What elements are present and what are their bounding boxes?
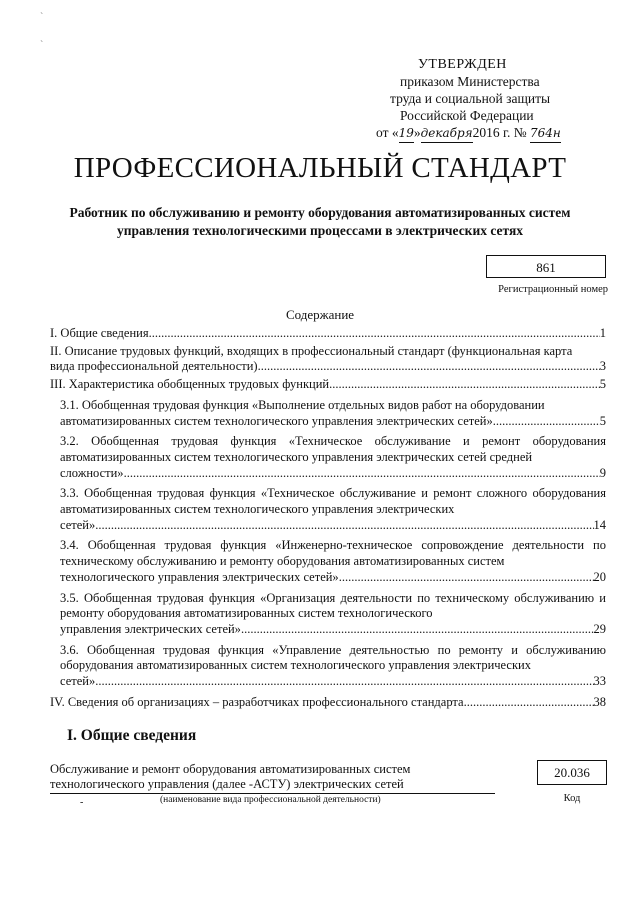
- toc-entry[interactable]: [50, 643, 606, 690]
- toc-entry-title: 3.2. Обобщенная трудовая функция «Техническое обслуживание и ремонт оборудования автоматизированных систем технологического управления электрических сетей средней: [60, 434, 606, 464]
- toc-entry-page: 5: [599, 377, 606, 392]
- toc-entry-title: 3.4. Обобщенная трудовая функция «Инженерно-техническое сопровождение деятельности по техническому обслуживанию и ремонту оборудования автоматизированных систем: [60, 538, 606, 569]
- corner-mark-2: ˋ: [40, 40, 44, 51]
- approval-block: [376, 56, 626, 143]
- approval-line-3: Российской Федерации: [400, 108, 534, 123]
- toc-entry-title-cont: технологического управления электрических сетей»: [60, 569, 339, 584]
- corner-mark: ˋ: [40, 12, 44, 23]
- activity-line-2: технологического управления (далее -АСТУ) электрических сетей: [50, 777, 404, 791]
- approval-day: 19: [399, 125, 414, 143]
- toc-entry-title-cont: сложности»: [60, 465, 124, 480]
- toc-entry-page: 3: [599, 359, 606, 374]
- toc-heading: Содержание: [285, 307, 355, 322]
- section-heading: I. Общие сведения: [67, 727, 197, 744]
- toc-entry-title: 3.5. Обобщенная трудовая функция «Организация деятельности по техническому обслуживанию и ремонту оборудования автоматизированных систем технологического: [60, 590, 606, 621]
- toc-entry-page: 38: [593, 694, 606, 709]
- toc-entry-page: 9: [599, 465, 606, 480]
- activity-code-box: 20.036: [537, 760, 607, 785]
- registration-number-box: 861: [486, 255, 606, 278]
- approval-date-prefix: от «: [376, 125, 399, 140]
- activity-underline: [50, 793, 495, 794]
- approval-title: УТВЕРЖДЕН: [418, 57, 507, 72]
- approval-line-2: труда и социальной защиты: [390, 91, 551, 106]
- approval-line-1: приказом Министерства: [400, 74, 540, 89]
- toc-entry[interactable]: [50, 486, 606, 533]
- toc-entry[interactable]: [50, 377, 606, 393]
- standard-title: ПРОФЕССИОНАЛЬНЫЙ СТАНДАРТ: [73, 152, 567, 184]
- toc-entry-title: III. Характеристика обобщенных трудовых функций: [50, 377, 330, 392]
- toc-entry-page: 29: [593, 621, 606, 636]
- approval-month: декабря: [421, 125, 473, 143]
- table-of-contents: [50, 326, 606, 710]
- activity-caption: (наименование вида профессиональной деятельности): [160, 795, 381, 805]
- toc-entry-title-cont: сетей»: [60, 674, 96, 689]
- toc-entry-page: 1: [599, 326, 606, 340]
- activity-name: [50, 762, 500, 794]
- toc-entry-title: 3.3. Обобщенная трудовая функция «Техническое обслуживание и ремонт сложного оборудования автоматизированных систем технологического управления электрических: [60, 486, 606, 517]
- toc-entry[interactable]: [50, 398, 606, 429]
- toc-entry[interactable]: [50, 538, 606, 585]
- toc-entry-title-cont: вида профессиональной деятельности): [50, 359, 258, 374]
- activity-code-label: Код: [563, 793, 581, 804]
- toc-entry-title-cont: управления электрических сетей»: [60, 621, 241, 636]
- toc-entry-title: IV. Сведения об организациях – разработчиках профессионального стандарта: [50, 694, 464, 709]
- approval-number: 764н: [530, 125, 561, 143]
- toc-entry-page: 33: [593, 674, 606, 689]
- toc-entry-title: I. Общие сведения: [50, 326, 149, 340]
- toc-entry[interactable]: [50, 591, 606, 638]
- toc-entry-title: 3.6. Обобщенная трудовая функция «Управление деятельностью по ремонту и обслуживанию оборудования автоматизированных систем технологического управления электрических: [60, 642, 606, 673]
- toc-entry[interactable]: [50, 326, 606, 342]
- activity-dash: -: [80, 797, 84, 808]
- toc-entry[interactable]: [50, 344, 606, 375]
- toc-entry-title-cont: автоматизированных систем технологического управления электрических сетей»: [60, 413, 493, 428]
- approval-year: 2016 г. №: [472, 125, 527, 140]
- approval-date-line: [376, 124, 626, 143]
- registration-label: Регистрационный номер: [498, 284, 608, 295]
- toc-entry[interactable]: [50, 434, 606, 481]
- toc-entry-page: 14: [593, 517, 606, 532]
- activity-line-1: Обслуживание и ремонт оборудования автоматизированных систем: [50, 762, 411, 776]
- approval-date-mid: »: [413, 125, 421, 140]
- toc-entry[interactable]: [50, 695, 606, 711]
- standard-subtitle: Работник по обслуживанию и ремонту оборудования автоматизированных систем управления технологическими процессами в электрических сетях: [69, 205, 571, 238]
- toc-entry-title: 3.1. Обобщенная трудовая функция «Выполнение отдельных видов работ на оборудовании: [60, 397, 545, 412]
- toc-entry-page: 5: [599, 413, 606, 428]
- toc-entry-title-cont: сетей»: [60, 517, 96, 532]
- toc-entry-page: 20: [593, 569, 606, 584]
- toc-entry-title: II. Описание трудовых функций, входящих в профессиональный стандарт (функциональная карта: [50, 343, 573, 358]
